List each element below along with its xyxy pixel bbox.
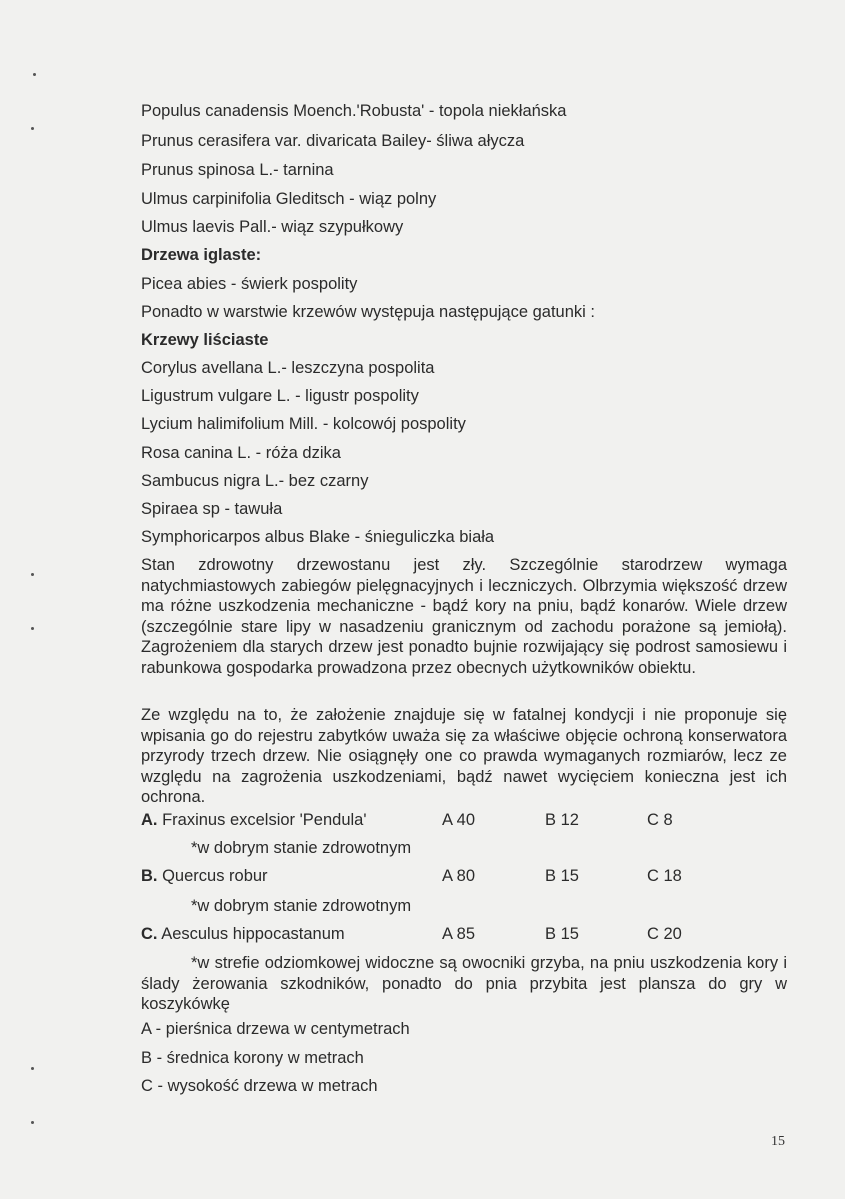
scan-speck (31, 1067, 34, 1070)
paragraph-registry: Ze względu na to, że założenie znajduje się w fatalnej kondycji i nie proponuje się wpisania go do rejestru zabytków uważa się za właściwe objęcie ochroną konserwatora przyrody trzech drzew. Nie osiągnęły one co prawda wymaganych rozmiarów, lecz ze względu na zagrożenia uszkodzeniami, bądź nawet wycięciem konieczna jest ich ochrona. (141, 706, 787, 806)
tree-note-long: *w strefie odziomkowej widoczne są owocniki grzyba, na pniu uszkodzenia kory i ślady żerowania szkodników, ponadto do pnia przybita jest plansza do gry w koszykówkę (141, 954, 787, 1013)
tree-species: Quercus robur (162, 867, 268, 885)
species-line: Populus canadensis Moench.'Robusta' - topola niekłańska (141, 102, 567, 120)
tree-name (141, 925, 345, 944)
tree-letter: A. (141, 811, 158, 829)
species-line: Ulmus laevis Pall.- wiąz szypułkowy (141, 218, 404, 236)
shrub-line: Sambucus nigra L.- bez czarny (141, 472, 369, 490)
tree-note: *w dobrym stanie zdrowotnym (191, 839, 412, 857)
tree-row-c (141, 925, 791, 947)
legend-line: B - średnica korony w metrach (141, 1049, 364, 1067)
page-number: 15 (771, 1134, 785, 1149)
tree-dbh: A 85 (442, 925, 476, 943)
shrub-line: Rosa canina L. - róża dzika (141, 444, 341, 462)
heading-conifers: Drzewa iglaste: (141, 246, 262, 264)
tree-name (141, 811, 367, 830)
tree-name (141, 867, 268, 886)
tree-letter: C. (141, 925, 158, 943)
tree-dbh: A 80 (442, 867, 476, 885)
scan-speck (31, 573, 34, 576)
scan-speck (31, 1121, 34, 1124)
tree-row-b (141, 867, 791, 889)
scan-speck (31, 627, 34, 630)
tree-dbh: A 40 (442, 811, 476, 829)
shrub-line: Lycium halimifolium Mill. - kolcowój pospolity (141, 415, 466, 433)
shrubs-intro: Ponadto w warstwie krzewów występuja następujące gatunki : (141, 303, 595, 321)
tree-species: Aesculus hippocastanum (161, 925, 345, 943)
tree-height: C 8 (647, 811, 673, 829)
paragraph-health: Stan zdrowotny drzewostanu jest zły. Szczególnie starodrzew wymaga natychmiastowych zabiegów pielęgnacyjnych i leczniczych. Olbrzymia większość drzew ma różne uszkodzenia mechaniczne - bądź kory na pniu, bądź konarów. Wiele drzew (szczególnie stare lipy w nasadzeniu granicznym od zachodu porażone są jemiołą). Zagrożeniem dla starych drzew jest ponadto bujnie rozwijający się podrost samosiewu i rabunkowa gospodarka prowadzona przez obecnych użytkowników obiektu. (141, 556, 787, 677)
legend-line: A - pierśnica drzewa w centymetrach (141, 1020, 410, 1038)
tree-height: C 18 (647, 867, 682, 885)
tree-row-a (141, 811, 791, 833)
tree-crown: B 12 (545, 811, 579, 829)
species-line: Prunus cerasifera var. divaricata Bailey- śliwa ałycza (141, 132, 525, 150)
species-line: Ulmus carpinifolia Gleditsch - wiąz polny (141, 190, 437, 208)
tree-note: *w dobrym stanie zdrowotnym (191, 897, 412, 915)
tree-species: Fraxinus excelsior 'Pendula' (162, 811, 367, 829)
scan-speck (31, 127, 34, 130)
heading-shrubs: Krzewy liściaste (141, 331, 269, 349)
tree-letter: B. (141, 867, 158, 885)
shrub-line: Spiraea sp - tawuła (141, 500, 283, 518)
legend-line: C - wysokość drzewa w metrach (141, 1077, 378, 1095)
shrub-line: Corylus avellana L.- leszczyna pospolita (141, 359, 435, 377)
tree-crown: B 15 (545, 925, 579, 943)
conifer-line: Picea abies - świerk pospolity (141, 275, 358, 293)
scan-speck (33, 73, 36, 76)
species-line: Prunus spinosa L.- tarnina (141, 161, 334, 179)
tree-height: C 20 (647, 925, 682, 943)
tree-crown: B 15 (545, 867, 579, 885)
shrub-line: Symphoricarpos albus Blake - śnieguliczka biała (141, 528, 495, 546)
shrub-line: Ligustrum vulgare L. - ligustr pospolity (141, 387, 419, 405)
